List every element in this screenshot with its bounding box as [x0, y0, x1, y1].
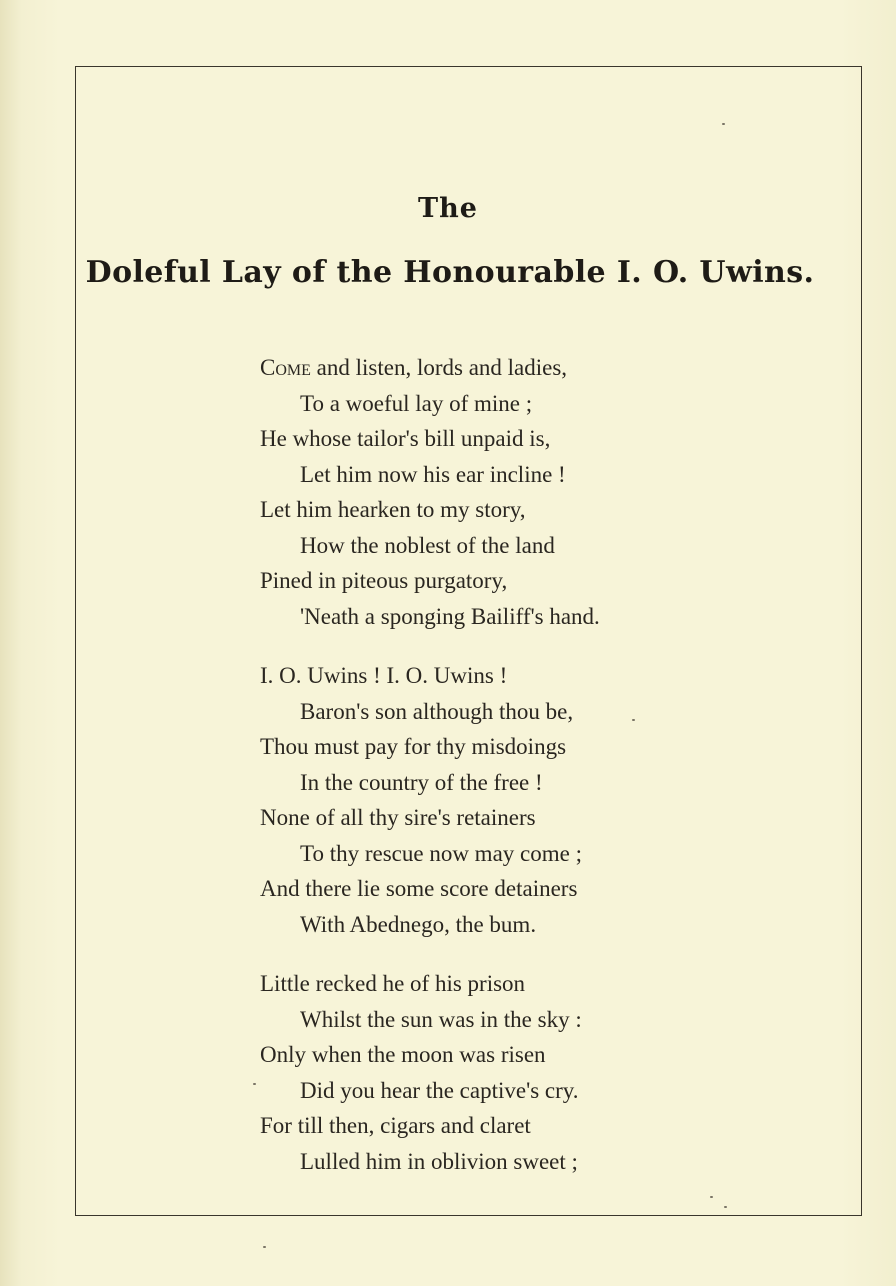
paper-speck	[632, 719, 635, 721]
paper-speck	[724, 1206, 727, 1208]
title-the: The	[418, 193, 478, 224]
poem-line: I. O. Uwins ! I. O. Uwins !	[260, 663, 508, 688]
poem-line: None of all thy sire's retainers	[260, 805, 536, 830]
poem-line: Whilst the sun was in the sky :	[300, 1006, 582, 1032]
stanza-1	[260, 350, 820, 634]
stanza-3	[260, 966, 820, 1179]
poem-line: Thou must pay for thy misdoings	[260, 734, 567, 759]
poem-line: Let him hearken to my story,	[260, 497, 526, 522]
poem-line	[260, 350, 820, 386]
poem-title: Doleful Lay of the Honourable I. O. Uwins.	[85, 255, 815, 290]
poem-line: Little recked he of his prison	[260, 971, 526, 996]
poem-line: In the country of the free !	[300, 769, 543, 795]
paper-speck	[263, 1246, 266, 1248]
paper-speck	[710, 1196, 713, 1198]
paper-speck	[722, 123, 725, 125]
poem-line: Lulled him in oblivion sweet ;	[300, 1148, 578, 1174]
first-line-rest: and listen, lords and ladies,	[310, 355, 568, 380]
poem-line: For till then, cigars and claret	[260, 1113, 531, 1138]
poem-line: Let him now his ear incline !	[300, 461, 566, 487]
stanza-gap	[260, 634, 820, 658]
stanza-gap	[260, 942, 820, 966]
poem-line: To a woeful lay of mine ;	[300, 390, 533, 416]
poem-line: Did you hear the captive's cry.	[300, 1077, 579, 1103]
poem-line: Baron's son although thou be,	[300, 698, 574, 724]
stanza-2	[260, 658, 820, 942]
poem-line: 'Neath a sponging Bailiff's hand.	[300, 603, 600, 629]
paper-speck	[253, 1083, 256, 1085]
poem-line: With Abednego, the bum.	[300, 911, 537, 937]
poem-line: To thy rescue now may come ;	[300, 840, 582, 866]
poem-line: Pined in piteous purgatory,	[260, 568, 508, 593]
poem-line: Only when the moon was risen	[260, 1042, 546, 1067]
poem-line: He whose tailor's bill unpaid is,	[260, 426, 551, 451]
poem-line: How the noblest of the land	[300, 532, 555, 558]
poem-body	[260, 350, 820, 1179]
poem-line: And there lie some score detainers	[260, 876, 578, 901]
first-word: Come	[260, 355, 311, 380]
